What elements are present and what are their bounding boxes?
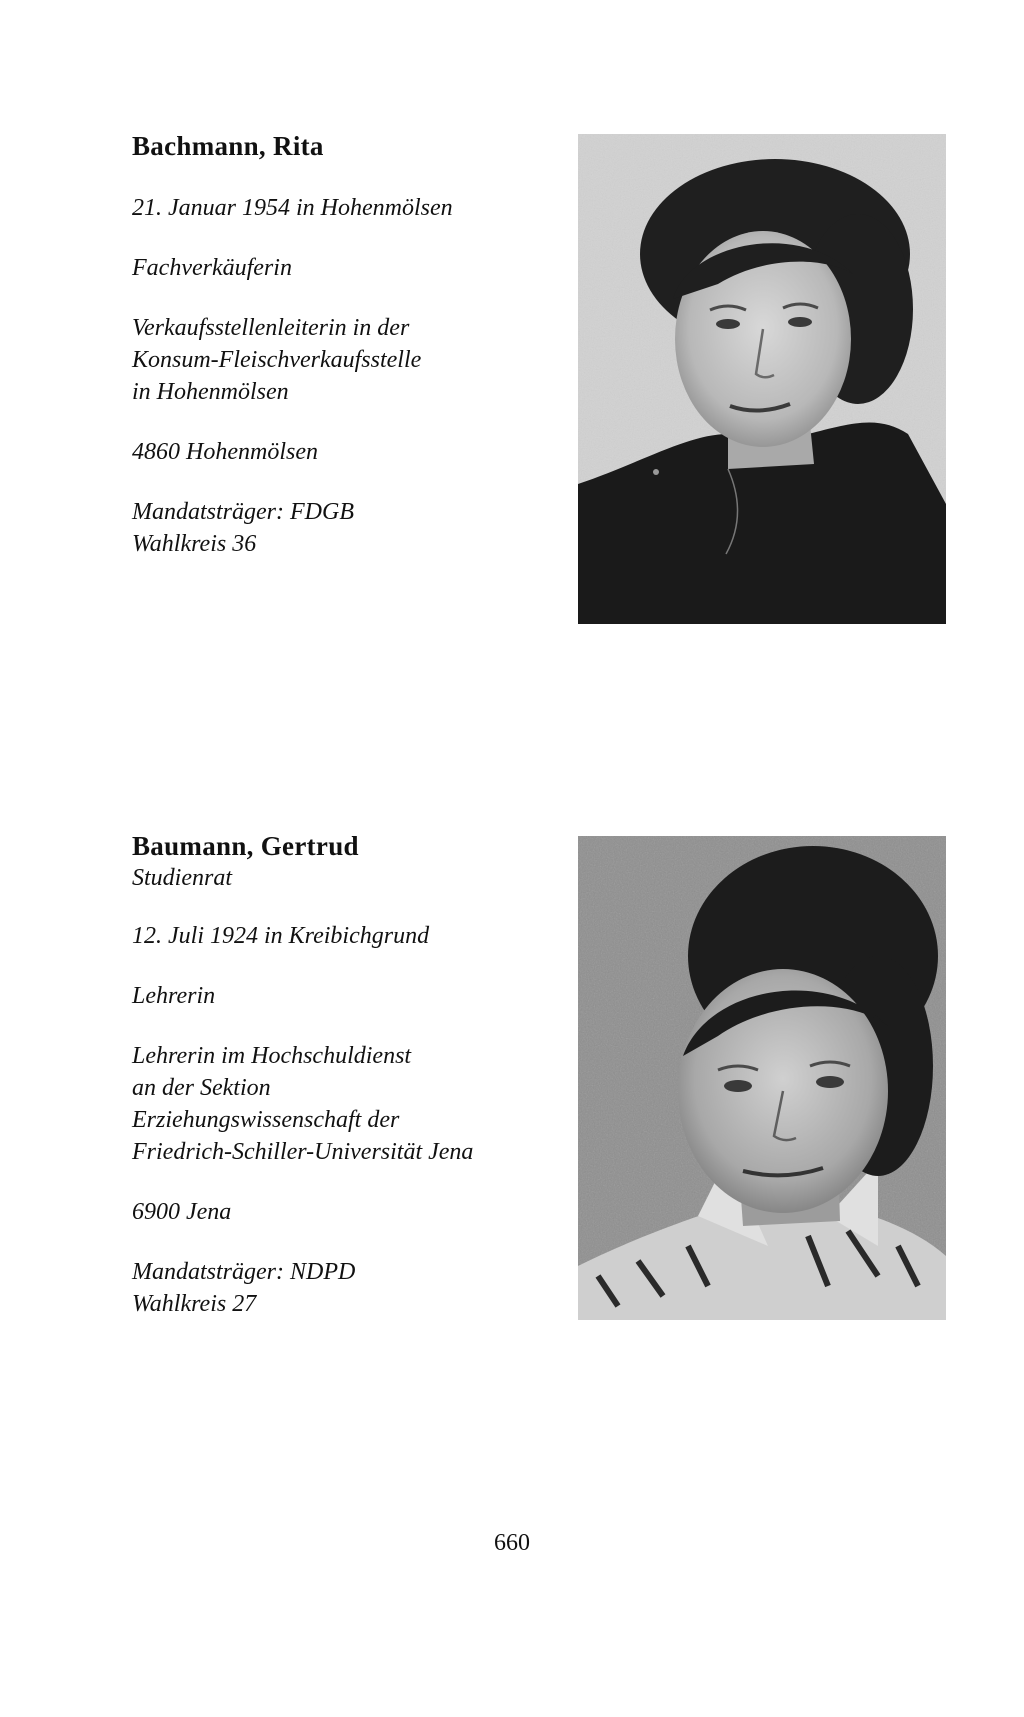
position-line: Lehrerin im Hochschuldienst [132, 1043, 412, 1069]
profession: Fachverkäuferin [132, 255, 292, 281]
person-name: Baumann, Gertrud [132, 831, 359, 861]
position-line: Verkaufsstellenleiterin in der [132, 315, 410, 341]
birth-info: 12. Juli 1924 in Kreibichgrund [132, 923, 430, 949]
entry-text [132, 130, 572, 560]
person-name: Bachmann, Rita [132, 131, 324, 161]
mandate [132, 1256, 572, 1320]
mandate-line: Mandatsträger: NDPD [132, 1259, 356, 1285]
position [132, 312, 572, 408]
position-line: an der Sektion [132, 1075, 271, 1101]
address: 4860 Hohenmölsen [132, 439, 318, 465]
page-number: 660 [494, 1530, 530, 1556]
position-line: Erziehungswissenschaft der [132, 1107, 400, 1133]
portrait-photo [578, 134, 946, 624]
birth-info: 21. Januar 1954 in Hohenmölsen [132, 195, 453, 221]
position [132, 1040, 572, 1168]
mandate-line: Wahlkreis 27 [132, 1291, 257, 1317]
position-line: Konsum-Fleischverkaufsstelle [132, 347, 422, 373]
position-line: Friedrich-Schiller-Universität Jena [132, 1139, 474, 1165]
address: 6900 Jena [132, 1199, 232, 1225]
portrait-image [578, 836, 946, 1320]
mandate-line: Wahlkreis 36 [132, 531, 257, 557]
mandate [132, 496, 572, 560]
position-line: in Hohenmölsen [132, 379, 289, 405]
mandate-line: Mandatsträger: FDGB [132, 499, 354, 525]
entry-text [132, 830, 572, 1320]
academic-title: Studienrat [132, 865, 232, 891]
portrait-image [578, 134, 946, 624]
portrait-photo [578, 836, 946, 1320]
profession: Lehrerin [132, 983, 216, 1009]
